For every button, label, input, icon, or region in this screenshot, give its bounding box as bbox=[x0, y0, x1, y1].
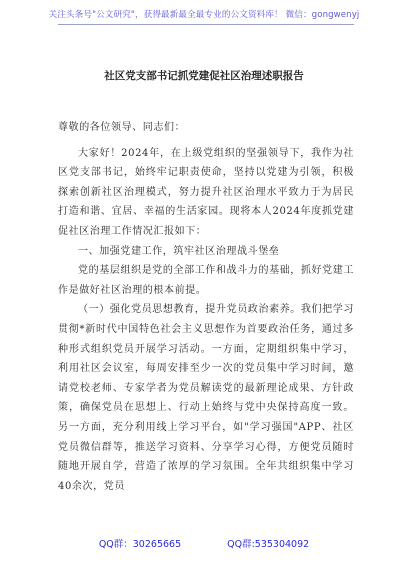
salutation: 尊敬的各位领导、同志们： bbox=[58, 122, 186, 133]
paragraph: 党的基层组织是党的全部工作和战斗力的基础，抓好党建工作是做好社区治理的根本前提。 bbox=[58, 265, 354, 296]
document-title: 社区党支部书记抓党建促社区治理述职报告 bbox=[104, 70, 304, 82]
document-body bbox=[58, 118, 354, 496]
paragraph: （一）强化党员思想教育，提升党员政治素养。我们把学习贯彻*新时代中国特色社会主义思想作为首要政治任务，通过多种形式组织党员开展学习活动。一方面，定期组织集中学习，利用社区会议室，每周安排至少一次的党员集中学习时间，邀请党校老师、专家学者为党员解读党的最新理论成果、方针政策，确保党员在思想上、行动上始终与党中央保持高度一致。另一方面，充分利用线上学习平台，如"学习强国"APP、社区党员微信群等，推送学习资料、分享学习心得，方便党员随时随地开展自学，营造了浓厚的学习氛围。全年共组织集中学习40余次，党员 bbox=[58, 304, 354, 492]
footer-qq-group-1: QQ群：30265665 bbox=[98, 539, 182, 550]
header-banner: 关注头条号"公文研究"，获得最新最全最专业的公文资料库！ 微信：gongwenyj bbox=[48, 10, 360, 20]
footer bbox=[0, 536, 408, 550]
paragraph: 大家好！2024年，在上级党组织的坚强领导下，我作为社区党支部书记，始终牢记职责使命，坚持以党建为引领，积极探索创新社区治理模式，努力提升社区治理水平致力于为居民打造和谐、宜居、幸福的生活家园。现将本人2024年度抓党建促社区治理工作情况汇报如下： bbox=[58, 147, 354, 237]
footer-qq-group-2: QQ群:535304092 bbox=[227, 539, 310, 550]
header-divider bbox=[58, 24, 354, 25]
section-heading: 一、加强党建工作，筑牢社区治理战斗堡垒 bbox=[78, 245, 280, 257]
